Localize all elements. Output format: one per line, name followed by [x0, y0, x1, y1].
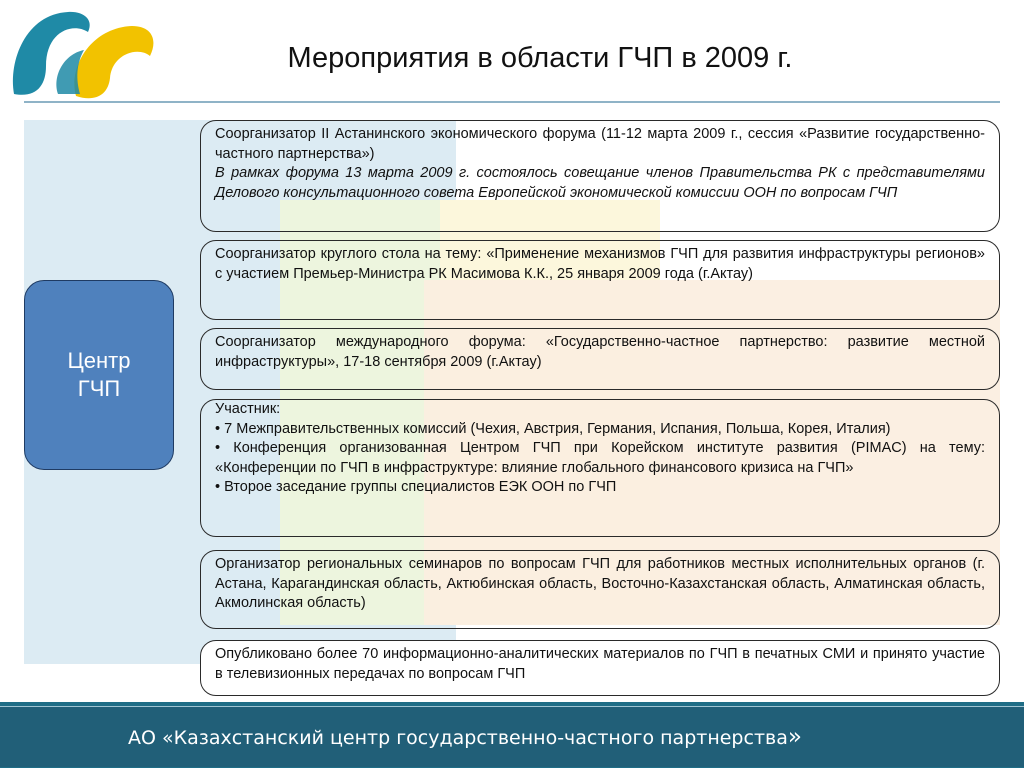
organization-logo — [6, 6, 156, 100]
page-title: Мероприятия в области ГЧП в 2009 г. — [287, 42, 793, 74]
list-item: • Второе заседание группы специалистов ЕЭК ООН по ГЧП — [215, 479, 617, 495]
footer-organization-name — [128, 724, 802, 750]
event-card-seminars — [200, 550, 1000, 629]
event-publications-text: Опубликовано более 70 информационно-аналитических материалов по ГЧП в печатных СМИ и принято участие в телевизионных передачах по вопросам ГЧП — [215, 646, 985, 682]
event-forum-text: Соорганизатор II Астанинского экономического форума (11-12 марта 2009 г., сессия «Развитие государственно-частного партнерства») — [215, 126, 985, 162]
event-card-round-table — [200, 240, 1000, 320]
center-label-line1: Центр — [67, 348, 131, 373]
event-card-participant — [200, 399, 1000, 537]
event-card-forum — [200, 120, 1000, 232]
event-card-international-forum — [200, 328, 1000, 390]
center-gchp-box — [24, 280, 174, 470]
header-divider — [24, 101, 1000, 103]
list-item: • Конференция организованная Центром ГЧП при Корейском институте развития (PIMAC) на тему: «Конференции по ГЧП в инфраструктуре: влияние глобального финансового кризиса на ГЧП» — [215, 440, 985, 476]
list-item: • 7 Межправительственных комиссий (Чехия, Австрия, Германия, Испания, Польша, Корея, Италия) — [215, 420, 891, 437]
event-forum-note: В рамках форума 13 марта 2009 г. состоялось совещание членов Правительства РК с представителями Делового консультационного совета Европейской экономической комиссии ООН по вопросам ГЧП — [215, 165, 985, 201]
event-card-publications — [200, 640, 1000, 696]
event-participant-heading: Участник: — [215, 401, 281, 417]
event-seminars-text: Организатор региональных семинаров по вопросам ГЧП для работников местных исполнительных органов (г. Астана, Карагандинская область, Актюбинская область, Восточно-Казахстанская область, Алматинская область, Акмолинская область) — [215, 556, 985, 611]
event-international-forum-text: Соорганизатор международного форума: «Государственно-частное партнерство: развитие местной инфраструктуры», 17-18 сентября 2009 (г.Актау) — [215, 334, 985, 370]
event-round-table-text: Соорганизатор круглого стола на тему: «Применение механизмов ГЧП для развития инфраструктуры регионов» с участием Премьер-Министра РК Масимова К.К., 25 января 2009 года (г.Актау) — [215, 246, 985, 282]
footer-text-main: АО «Казахстанский центр государственно-частного партнерства — [128, 727, 788, 749]
footer-close-quote: » — [787, 724, 802, 750]
center-label-line2: ГЧП — [77, 376, 121, 401]
